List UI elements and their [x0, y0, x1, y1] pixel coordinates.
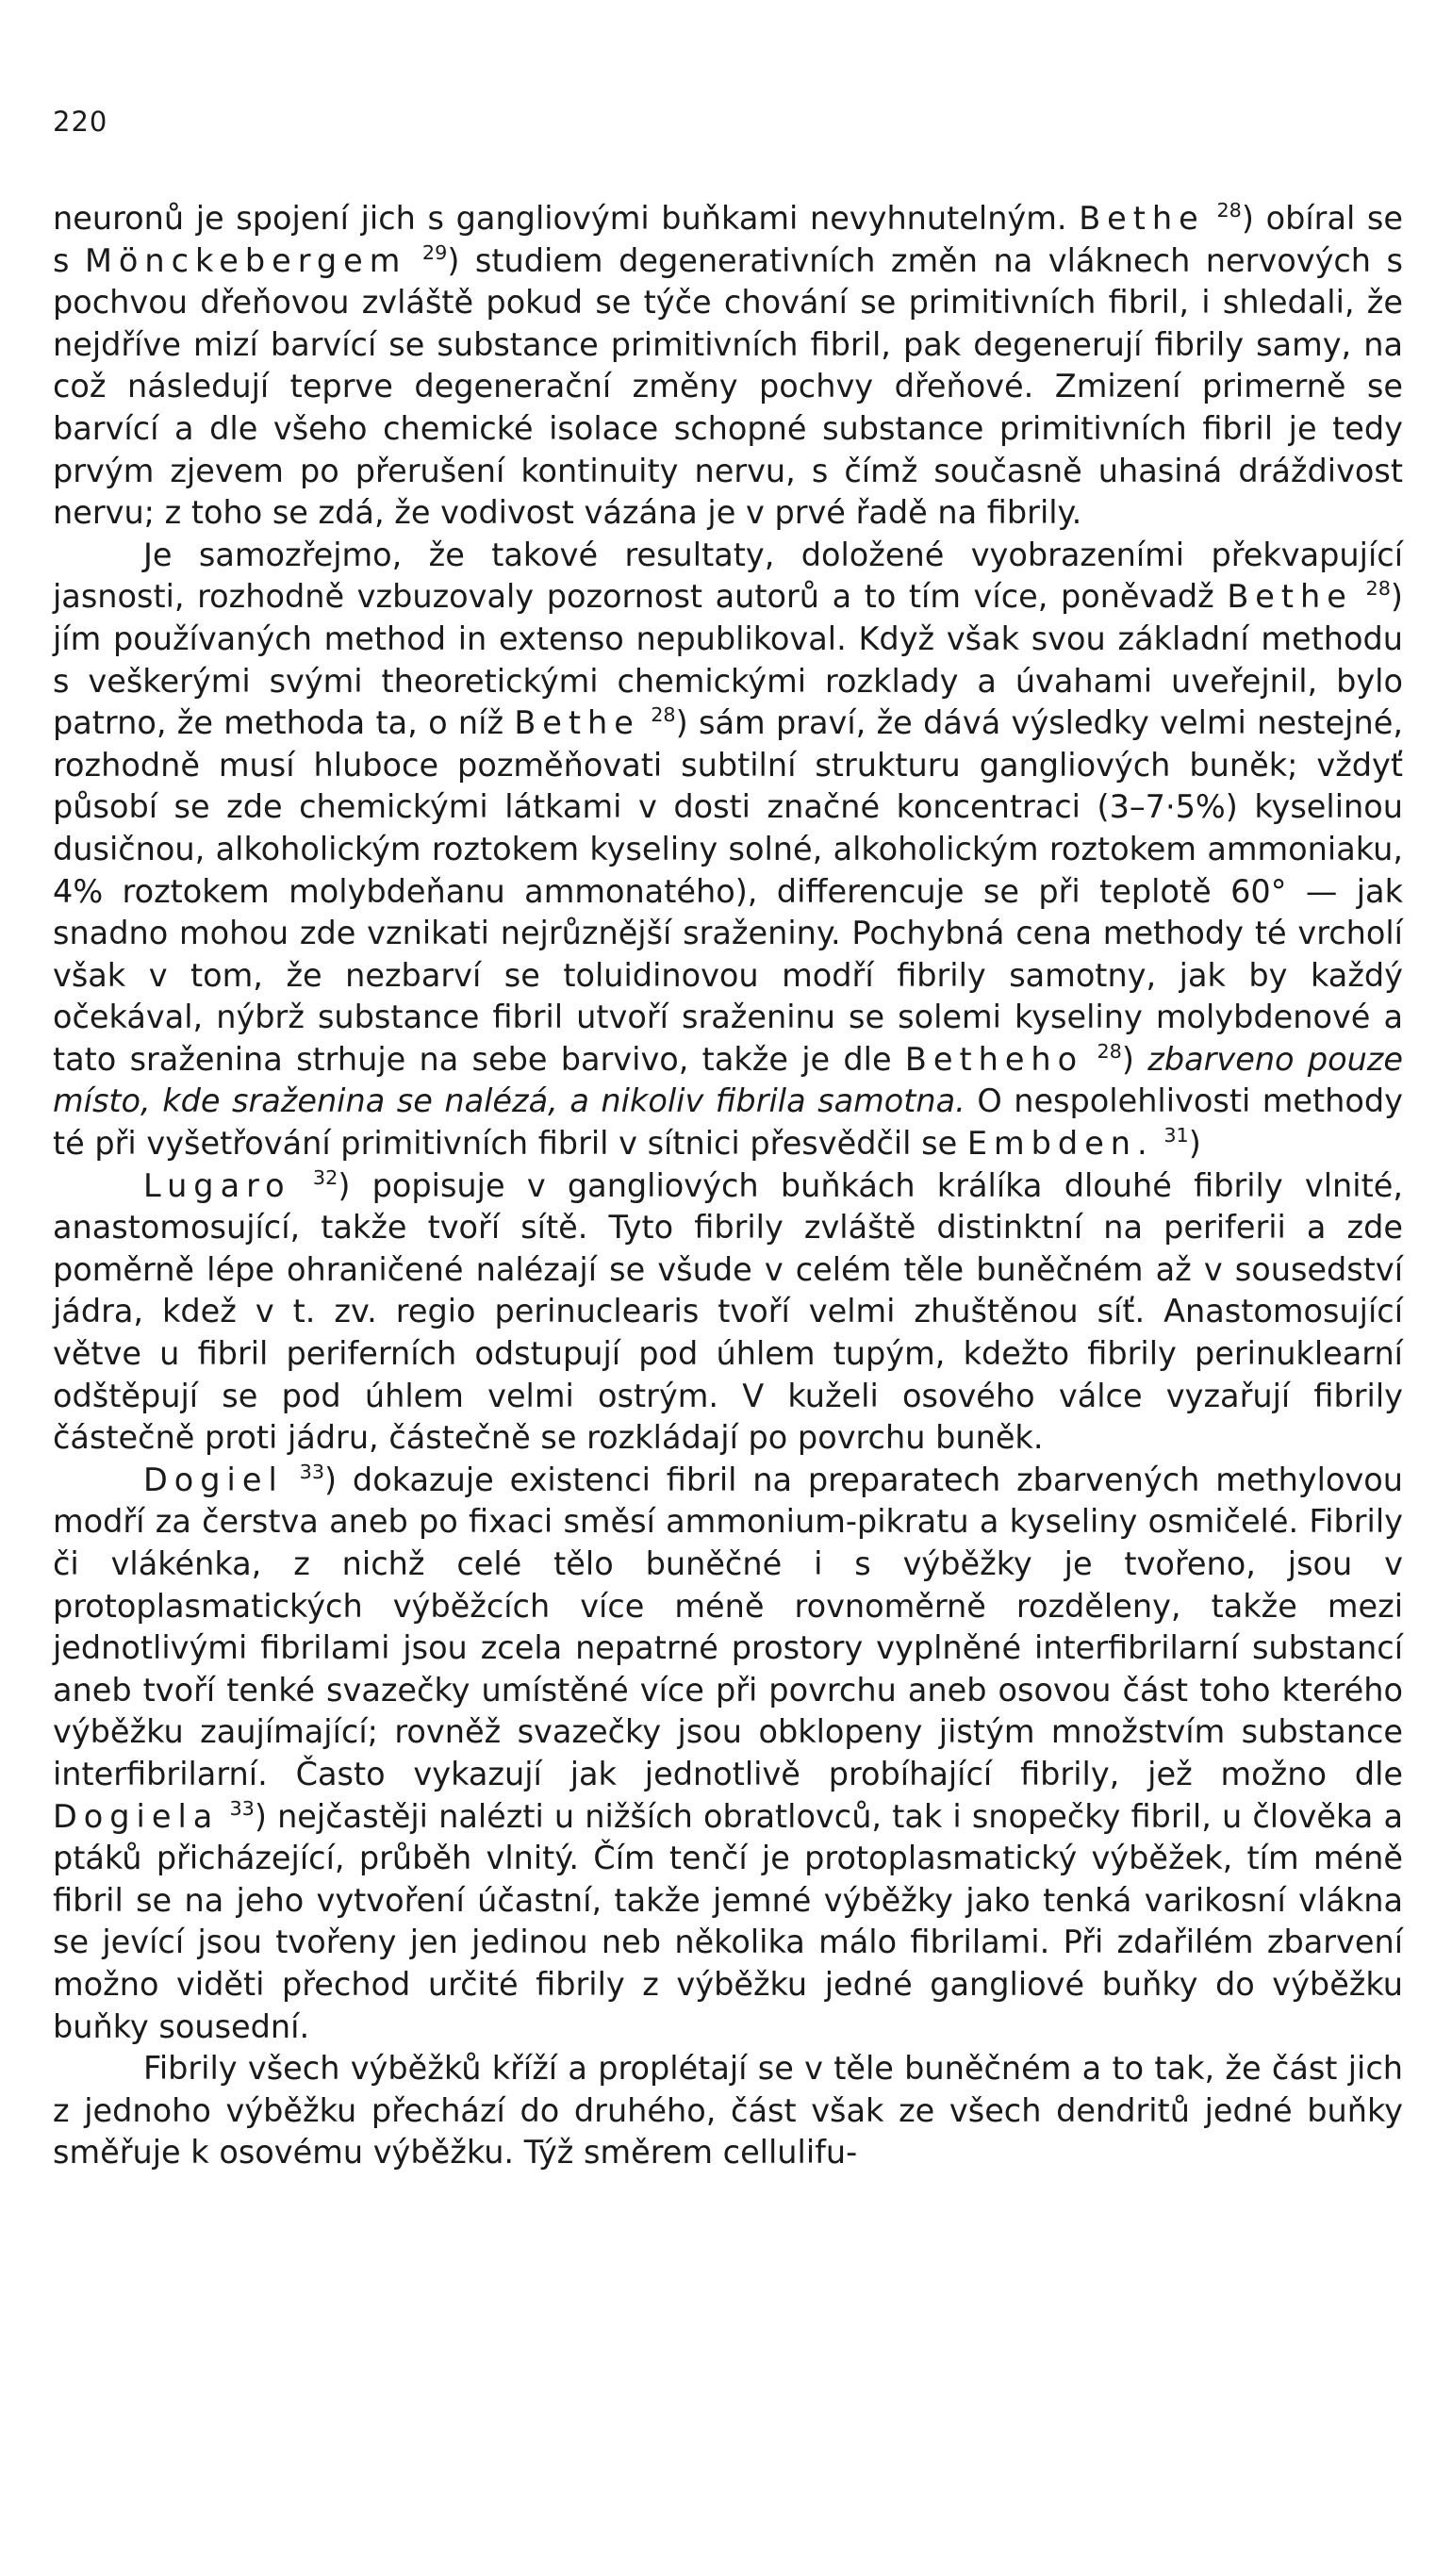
- paragraph-1-text-2: ) studiem degenerativních změn na vláknech nervových s pochvou dřeňovou zvláště pokud se týče chování se primitivních fibril, i shledali, že nejdříve mizí barvící se substance primitivních fibril, pak degenerují fibrily samy, na což následují teprve degenerační změny pochvy dřeňové. Zmizení primerně se barvící a dle všeho chemické isolace schopné substance primitivních fibril je tedy prvým zjevem po přerušení kontinuity nervu, s čímž současně uhasiná dráždivost nervu; z toho se zdá, že vodivost vázána je v prvé řadě na fibrily.: [53, 241, 1403, 532]
- paragraph-3-text-0: ) popisuje v gangliových buňkách králíka dlouhé fibrily vlnité, anastomosující, takže tvoří sítě. Tyto fibrily zvláště distinktní na periferii a zde poměrně lépe ohraničené nalézají se všude v celém těle buněčném až v sousedství jádra, kdež v t. zv. regio perinuclearis tvoří velmi zhuštěnou síť. Anastomosující větve u fibril periferních odstupují pod úhlem tupým, kdežto fibrily perinuklearní odštěpují se pod úhlem velmi ostrým. V kuželi osového válce vyzařují fibrily částečně proti jádru, částečně se rozkládají po povrchu buněk.: [53, 1166, 1403, 1457]
- paragraph-1-text-1: ) obíral se s: [53, 200, 1403, 279]
- paragraph-2: [53, 535, 1403, 1165]
- paragraph-3: [53, 1165, 1403, 1460]
- author-bethe: Bethe: [1079, 200, 1205, 237]
- page-number: 220: [53, 106, 108, 138]
- citation-33: 33: [229, 1796, 255, 1820]
- author-dogiel: Dogiel: [143, 1461, 284, 1498]
- paragraph-5-text-0: Fibrily všech výběžků kříží a proplétají se v těle buněčném a to tak, že část jich z jednoho výběžku přechází do druhého, část však ze všech dendritů jedné buňky směřuje k osovému výběžku. Týž směrem cellulifu-: [53, 2050, 1403, 2171]
- citation-32: 32: [312, 1165, 338, 1189]
- author-embden: Embden.: [966, 1125, 1154, 1163]
- paragraph-2-text-5: ): [1188, 1125, 1201, 1163]
- citation-33: 33: [299, 1460, 325, 1483]
- paragraph-2-text-0: Je samozřejmo, že takové resultaty, doložené vyobrazeními překvapující jasnosti, rozhodně vzbuzovaly pozornost autorů a to tím více, poněvadž: [53, 536, 1403, 616]
- paragraph-1: [53, 198, 1403, 535]
- paragraph-4-text-1: ) nejčastěji nalézti u nižších obratlovců, tak i snopečky fibril, u člověka a ptáků přicházející, průběh vlnitý. Čím tenčí je protoplasmatický výběžek, tím méně fibril se na jeho vytvoření účastní, takže jemné výběžky jako tenká varikosní vlákna se jevící jsou tvořeny jen jedinou neb několika málo fibrilami. Při zdařilém zbarvení možno viděti přechod určité fibrily z výběžku jedné gangliové buňky do výběžku buňky sousední.: [53, 1797, 1403, 2045]
- paragraph-4-text-0: ) dokazuje existenci fibril na preparatech zbarvených methylovou modří za čerstva aneb po fixaci směsí ammonium-pikratu a kyseliny osmičelé. Fibrily či vlákénka, z nichž celé tělo buněčné i s výběžky je tvořeno, jsou v protoplasmatických výběžcích více méně rovnoměrně rozděleny, takže mezi jednotlivými fibrilami jsou zcela nepatrné prostory vyplněné interfibrilarní substancí aneb tvoří tenké svazečky umístěné více při povrchu aneb osovou část toho kterého výběžku zaujímající; rovněž svazečky jsou obklopeny jistým množstvím substance interfibrilarní. Často vykazují jak jednotlivě probíhající fibrily, jež možno dle: [53, 1461, 1403, 1792]
- author-bethe: Bethe: [1227, 578, 1353, 616]
- italic-emphasis: zbarveno pouze místo, kde sraženina se nalézá, a nikoliv fibrila samotna.: [53, 1040, 1404, 1120]
- body-text: [53, 198, 1403, 2174]
- author-bethe: Bethe: [514, 704, 640, 742]
- paragraph-2-text-1: ) jím používaných method in extenso nepublikoval. Když však svou základní methodu s veškerými svými theoretickými chemickými rozklady a úvahami uveřejnil, bylo patrno, že methoda ta, o níž: [53, 578, 1403, 742]
- citation-29: 29: [421, 240, 448, 264]
- citation-28: 28: [1216, 199, 1242, 223]
- citation-28: 28: [651, 703, 676, 727]
- paragraph-2-text-3: ): [1121, 1040, 1148, 1078]
- author-betheho: Betheho: [904, 1040, 1084, 1078]
- paragraph-2-text-4: O nespolehlivosti methody té při vyšetřování primitivních fibril v sítnici přesvědčil se: [53, 1082, 1403, 1163]
- citation-31: 31: [1163, 1124, 1189, 1148]
- author-lugaro: Lugaro: [143, 1166, 291, 1204]
- paragraph-5: [53, 2048, 1403, 2174]
- paragraph-4: [53, 1460, 1403, 2048]
- paragraph-2-text-2: ) sám praví, že dává výsledky velmi nestejné, rozhodně musí hluboce pozměňovati subtilní strukturu gangliových buněk; vždyť působí se zde chemickými látkami v dosti značné koncentraci (3–7·5%) kyselinou dusičnou, alkoholickým roztokem kyseliny solné, alkoholickým roztokem ammoniaku, 4% roztokem molybdeňanu ammonatého), differencuje se při teplotě 60° — jak snadno mohou zde vznikati nejrůznější sraženiny. Pochybná cena methody té vrcholí však v tom, že nezbarví se toluidinovou modří fibrily samotny, jak by každý očekával, nýbrž substance fibril utvoří sraženinu se solemi kyseliny molybdenové a tato sraženina strhuje na sebe barvivo, takže je dle: [53, 704, 1403, 1078]
- citation-28: 28: [1097, 1040, 1122, 1063]
- author-dogiela: Dogiela: [53, 1797, 220, 1835]
- citation-28: 28: [1365, 577, 1391, 601]
- author-monckeberg: Mönckebergem: [84, 241, 407, 279]
- paragraph-1-text-0: neuronů je spojení jich s gangliovými buňkami nevyhnutelným.: [53, 200, 1080, 237]
